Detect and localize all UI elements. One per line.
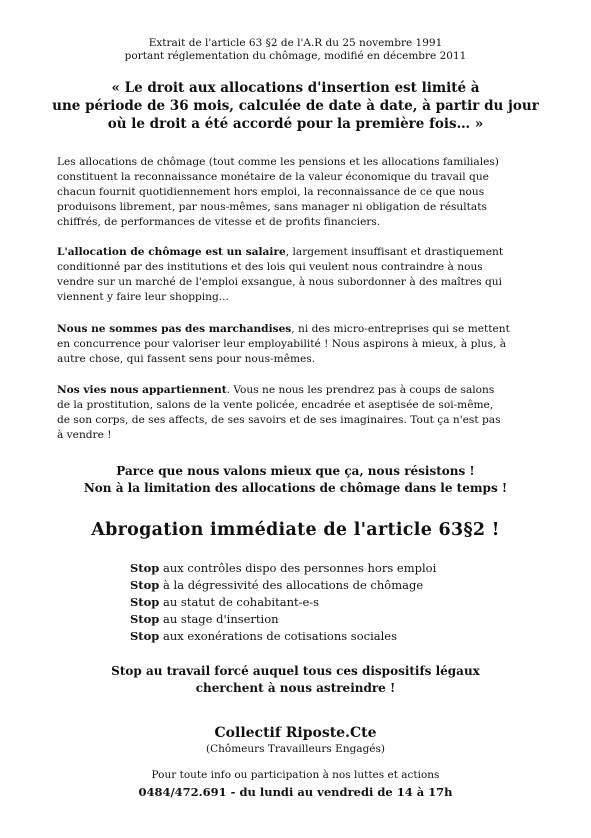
paragraph-line: à vendre ! [57, 429, 112, 441]
stop-text: au statut de cohabitant-e-s [159, 595, 320, 609]
header-line-2: portant réglementation du chômage, modifié en décembre 2011 [124, 50, 467, 62]
stop-keyword: Stop [130, 578, 160, 592]
stop-text: aux contrôles dispo des personnes hors emploi [159, 561, 437, 575]
paragraph-line: de son corps, de ses affects, de ses savoirs et de ses imaginaires. Tout ça n'est pas [57, 414, 501, 426]
stop-item [130, 628, 436, 645]
abrogation-headline: Abrogation immédiate de l'article 63§2 ! [91, 520, 500, 540]
paragraph-line [57, 322, 542, 337]
quote-line-3: où le droit a été accordé pour la première fois… » [107, 116, 484, 132]
stop-keyword: Stop [130, 561, 160, 575]
stop-item [130, 594, 436, 611]
law-quote [40, 79, 551, 133]
paragraph-emphasis: Nous ne sommes pas des marchandises [57, 323, 292, 335]
paragraph-line: autre chose, qui fassent sens pour nous-mêmes. [57, 353, 316, 365]
paragraph-emphasis: L'allocation de chômage est un salaire [57, 246, 286, 258]
paragraph-line: constituent la reconnaissance monétaire de la valeur économique du travail que [57, 171, 489, 183]
resistance-slogan [0, 463, 591, 497]
stop-text: à la dégressivité des allocations de chômage [159, 578, 424, 592]
paragraph-line: vendre sur un marché de l'emploi exsangue, à nous subordonner à des maîtres qui [57, 276, 503, 288]
paragraph-salaire [57, 245, 542, 305]
forced-labour-slogan [0, 663, 591, 697]
paragraph-line: viennent y faire leur shopping... [57, 291, 229, 303]
paragraph-line [57, 245, 542, 260]
collective-name: Collectif Riposte.Cte [214, 725, 377, 741]
paragraph-nos-vies [57, 383, 542, 443]
paragraph-allocations [57, 155, 542, 230]
stop-keyword: Stop [130, 612, 160, 626]
forced-line-2: cherchent à nous astreindre ! [195, 681, 396, 695]
legal-reference-header [0, 37, 591, 63]
paragraph-line: conditionné par des institutions et des lois qui veulent nous contraindre à nous [57, 261, 483, 273]
stop-text: au stage d'insertion [159, 612, 279, 626]
stop-keyword: Stop [130, 629, 160, 643]
paragraph-emphasis: Nos vies nous appartiennent [57, 384, 227, 396]
stop-item [130, 560, 436, 577]
stop-item [130, 611, 436, 628]
header-line-1: Extrait de l'article 63 §2 de l'A.R du 25 novembre 1991 [148, 37, 443, 49]
contact-invitation: Pour toute info ou participation à nos luttes et actions [151, 769, 440, 781]
quote-line-1: « Le droit aux allocations d'insertion est limité à [111, 80, 480, 96]
stop-text: aux exonérations de cotisations sociales [159, 629, 397, 643]
paragraph-line: chacun fournit quotidiennement hors emploi, la reconnaissance de ce que nous [57, 186, 485, 198]
resist-line-2: Non à la limitation des allocations de chômage dans le temps ! [83, 481, 508, 495]
quote-line-2: une période de 36 mois, calculée de date à date, à partir du jour [52, 98, 539, 114]
paragraph-marchandises [57, 322, 542, 367]
collective-subtitle: (Chômeurs Travailleurs Engagés) [206, 743, 385, 755]
stop-list [130, 560, 436, 645]
paragraph-line: de la prostitution, salons de la vente policée, encadrée et aseptisée de soi-même, [57, 399, 494, 411]
contact-phone: 0484/472.691 - du lundi au vendredi de 14 à 17h [138, 785, 453, 799]
stop-keyword: Stop [130, 595, 160, 609]
paragraph-text: . Vous ne nous les prendrez pas à coups de salons [226, 384, 495, 396]
paragraph-line: Les allocations de chômage (tout comme les pensions et les allocations familiales) [57, 156, 499, 168]
paragraph-line: produisons librement, par nous-mêmes, sans manager ni obligation de résultats [57, 201, 487, 213]
stop-item [130, 577, 436, 594]
forced-line-1: Stop au travail forcé auquel tous ces dispositifs légaux [111, 664, 480, 678]
paragraph-text: , ni des micro-entreprises qui se mettent [291, 323, 510, 335]
paragraph-line: en concurrence pour valoriser leur employabilité ! Nous aspirons à mieux, à plus, à [57, 338, 507, 350]
paragraph-text: , largement insuffisant et drastiquement [285, 246, 504, 258]
resist-line-1: Parce que nous valons mieux que ça, nous résistons ! [116, 464, 475, 478]
paragraph-line: chiffrés, de performances de vitesse et de profits financiers. [57, 216, 381, 228]
paragraph-line [57, 383, 542, 398]
